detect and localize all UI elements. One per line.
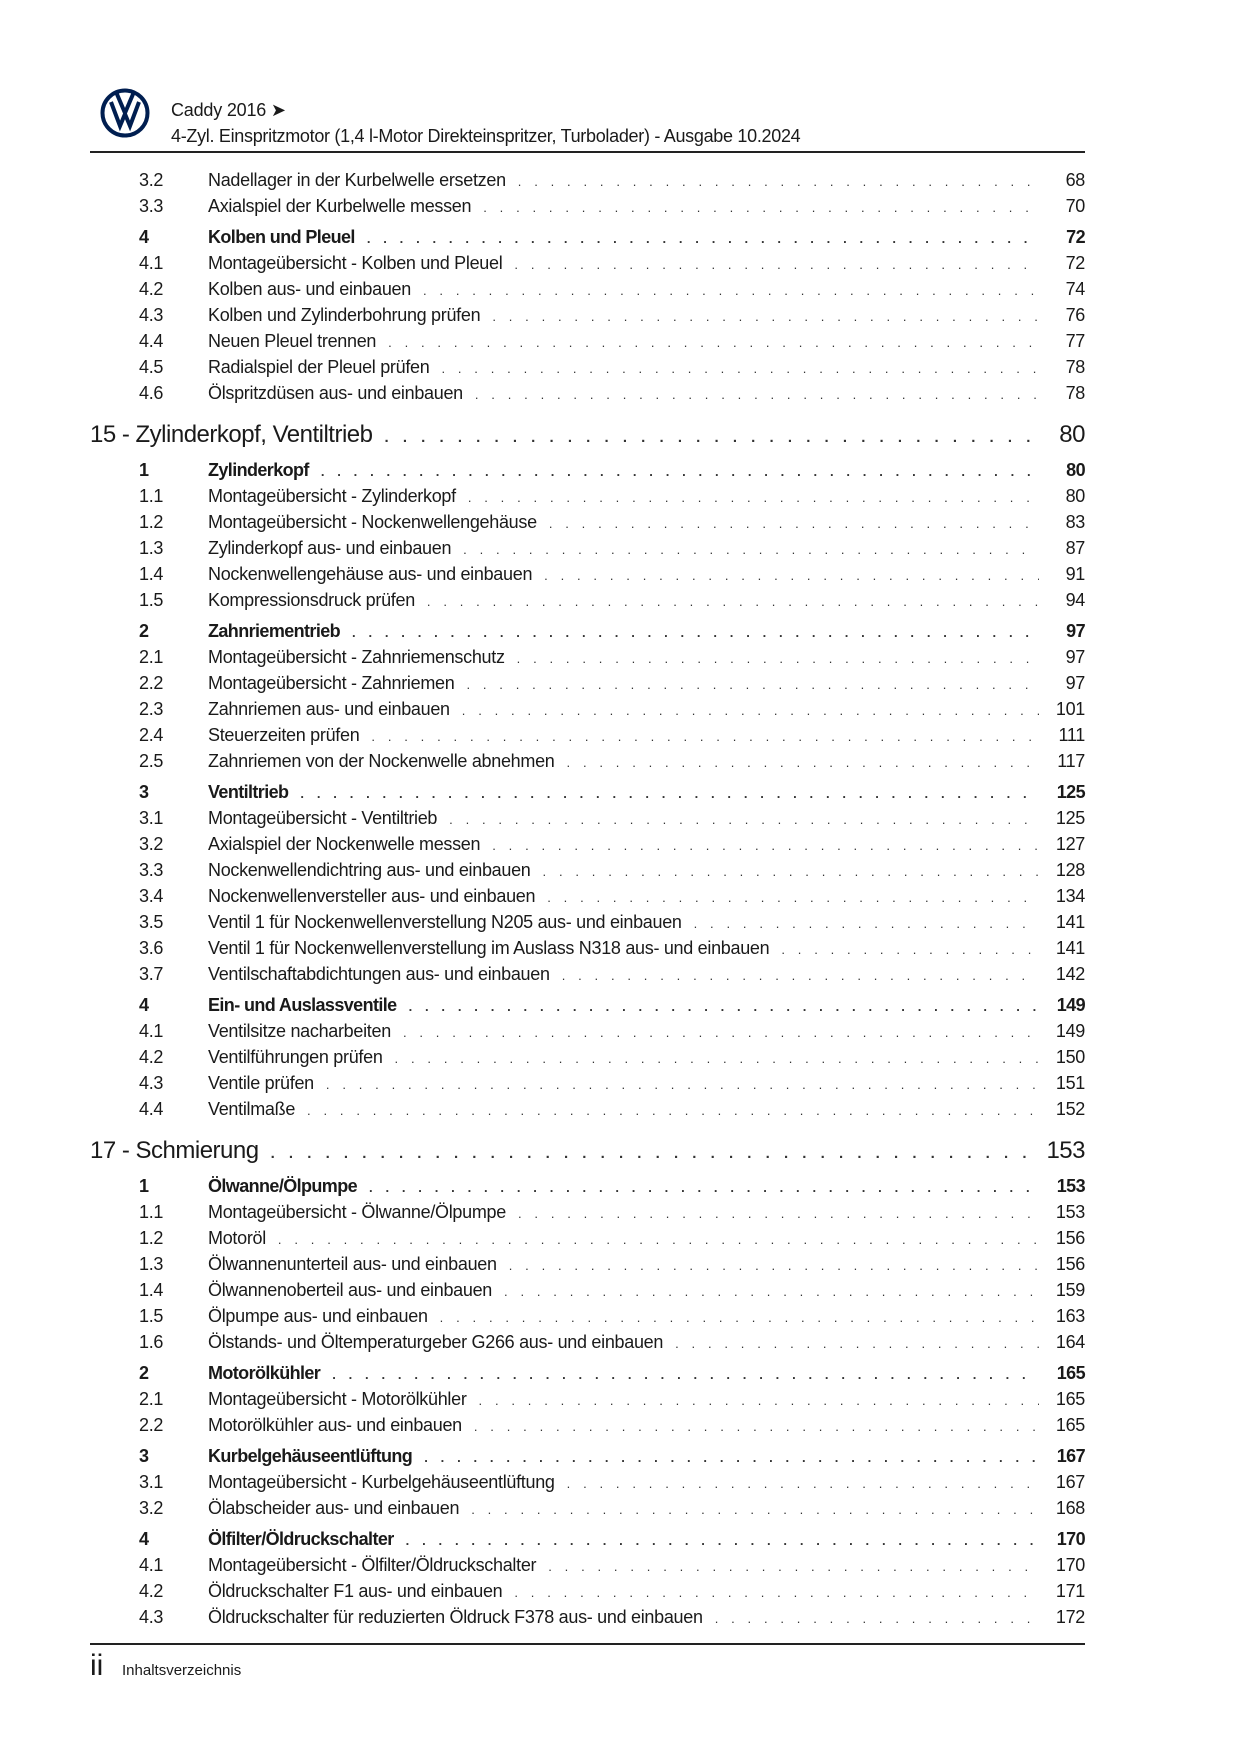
toc-page-number[interactable]: 72 — [1066, 227, 1085, 247]
toc-entry-row[interactable] — [90, 253, 1085, 279]
toc-entry-row[interactable] — [90, 699, 1085, 725]
toc-section-row[interactable] — [90, 621, 1085, 647]
dot-leader — [518, 1206, 1039, 1221]
toc-page-number[interactable]: 78 — [1065, 383, 1085, 403]
toc-entry-row[interactable] — [90, 1498, 1085, 1524]
header-divider — [90, 151, 1085, 153]
dot-leader — [475, 387, 1039, 402]
dot-leader — [326, 1077, 1039, 1092]
toc-section-row[interactable] — [90, 1363, 1085, 1389]
toc-title[interactable]: Ein- und Auslassventile — [208, 995, 397, 1015]
toc-page-number[interactable]: 142 — [1055, 964, 1085, 984]
toc-entry-row[interactable] — [90, 1047, 1085, 1073]
toc-number: 3.3 — [139, 196, 164, 216]
toc-page-number[interactable]: 68 — [1065, 170, 1085, 190]
toc-page-number[interactable]: 150 — [1055, 1047, 1085, 1067]
toc-entry-row[interactable] — [90, 1202, 1085, 1228]
toc-number: 4.3 — [139, 305, 164, 325]
dot-leader — [781, 942, 1039, 957]
dot-leader — [307, 1103, 1039, 1118]
toc-number: 4.6 — [139, 383, 164, 403]
toc-page-number[interactable]: 97 — [1066, 621, 1085, 641]
dot-leader — [423, 283, 1039, 298]
toc-title[interactable]: Axialspiel der Nockenwelle messen — [208, 834, 481, 854]
toc-number: 2 — [139, 621, 149, 641]
toc-section-row[interactable] — [90, 1529, 1085, 1555]
toc-entry-row[interactable] — [90, 751, 1085, 777]
dot-leader — [278, 1232, 1039, 1247]
toc-page-number[interactable]: 77 — [1065, 331, 1085, 351]
dot-leader — [694, 916, 1039, 931]
dot-leader — [409, 999, 1039, 1014]
toc-section-row[interactable] — [90, 460, 1085, 486]
toc-title[interactable]: Montageübersicht - Zahnriemen — [208, 673, 455, 693]
toc-page-number[interactable]: 72 — [1065, 253, 1085, 273]
dot-leader — [321, 464, 1039, 479]
dot-leader — [384, 429, 1039, 446]
toc-number: 2.2 — [139, 1415, 164, 1435]
toc-number: 3.2 — [139, 834, 164, 854]
toc-page-number[interactable]: 156 — [1055, 1254, 1085, 1274]
dot-leader — [406, 1533, 1039, 1548]
dot-leader — [514, 257, 1039, 272]
toc-title[interactable]: Axialspiel der Kurbelwelle messen — [208, 196, 472, 216]
toc-title[interactable]: Motoröl — [208, 1228, 266, 1248]
dot-leader — [424, 1450, 1039, 1465]
toc-number: 1.6 — [139, 1332, 164, 1352]
toc-entry-row[interactable] — [90, 1389, 1085, 1415]
dot-leader — [518, 174, 1039, 189]
toc-title[interactable]: Montageübersicht - Zylinderkopf — [208, 486, 456, 506]
toc-number: 2.2 — [139, 673, 164, 693]
toc-number: 4.1 — [139, 1555, 164, 1575]
dot-leader — [547, 890, 1039, 905]
toc-number: 3.4 — [139, 886, 164, 906]
toc-title[interactable]: Steuerzeiten prüfen — [208, 725, 360, 745]
toc-title[interactable]: Kompressionsdruck prüfen — [208, 590, 415, 610]
toc-page-number[interactable]: 167 — [1055, 1472, 1085, 1492]
dot-leader — [567, 1476, 1039, 1491]
toc-page-number[interactable]: 153 — [1056, 1176, 1085, 1196]
toc-title[interactable]: Nadellager in der Kurbelwelle ersetzen — [208, 170, 506, 190]
toc-number: 1.2 — [139, 1228, 164, 1248]
toc-entry-row[interactable] — [90, 331, 1085, 357]
toc-page-number[interactable]: 91 — [1065, 564, 1085, 584]
toc-number: 4.4 — [139, 331, 164, 351]
toc-number: 4 — [139, 227, 149, 247]
toc-title[interactable]: Montageübersicht - Nockenwellengehäuse — [208, 512, 537, 532]
toc-page-number[interactable]: 70 — [1065, 196, 1085, 216]
toc-number: 3.2 — [139, 170, 164, 190]
toc-page-number[interactable]: 97 — [1065, 673, 1085, 693]
toc-page-number[interactable]: 94 — [1065, 590, 1085, 610]
toc-page-number[interactable]: 76 — [1065, 305, 1085, 325]
toc-title[interactable]: Montageübersicht - Ölwanne/Ölpumpe — [208, 1202, 506, 1222]
header-subtitle: 4-Zyl. Einspritzmotor (1,4 l-Motor Direkteinspritzer, Turbolader) - Ausgabe 10.2024 — [171, 126, 801, 146]
toc-number: 3.1 — [139, 1472, 164, 1492]
toc-title[interactable]: Montageübersicht - Ventiltrieb — [208, 808, 438, 828]
toc-page-number[interactable]: 149 — [1056, 995, 1085, 1015]
toc-page-number[interactable]: 163 — [1055, 1306, 1085, 1326]
toc-title[interactable]: Montageübersicht - Ölfilter/Öldruckschalter — [208, 1555, 537, 1575]
dot-leader — [517, 651, 1039, 666]
toc-title[interactable]: Motorölkühler aus- und einbauen — [208, 1415, 462, 1435]
dot-leader — [492, 309, 1039, 324]
toc-number: 1.1 — [139, 1202, 164, 1222]
toc-title[interactable]: Ölwannenunterteil aus- und einbauen — [208, 1254, 497, 1274]
toc-title[interactable]: Motorölkühler — [208, 1363, 321, 1383]
toc-entry-row[interactable] — [90, 1472, 1085, 1498]
toc-number: 1.3 — [139, 1254, 164, 1274]
toc-title[interactable]: Ventile prüfen — [208, 1073, 314, 1093]
toc-chapter-row[interactable] — [90, 1137, 1085, 1171]
toc-number: 1.4 — [139, 564, 164, 584]
toc-title[interactable]: Nockenwellenversteller aus- und einbauen — [208, 886, 536, 906]
toc-title[interactable]: Ölwanne/Ölpumpe — [208, 1176, 358, 1196]
dot-leader — [271, 1145, 1037, 1162]
toc-page-number[interactable]: 165 — [1055, 1415, 1085, 1435]
toc-entry-row[interactable] — [90, 1306, 1085, 1332]
toc-title[interactable]: 15 - Zylinderkopf, Ventiltrieb — [90, 421, 373, 448]
toc-page-number[interactable]: 127 — [1055, 834, 1085, 854]
toc-page-number[interactable]: 141 — [1055, 938, 1085, 958]
toc-number: 4.1 — [139, 253, 164, 273]
dot-leader — [352, 625, 1039, 640]
dot-leader — [462, 703, 1039, 718]
toc-entry-row[interactable] — [90, 170, 1085, 196]
toc-page-number[interactable]: 153 — [1055, 1202, 1085, 1222]
toc-entry-row[interactable] — [90, 673, 1085, 699]
toc-page-number[interactable]: 117 — [1057, 751, 1085, 771]
toc-title[interactable]: Ölabscheider aus- und einbauen — [208, 1498, 460, 1518]
toc-number: 1.5 — [139, 1306, 164, 1326]
dot-leader — [468, 490, 1039, 505]
toc-page-number[interactable]: 128 — [1055, 860, 1085, 880]
toc-page-number[interactable]: 159 — [1055, 1280, 1085, 1300]
toc-page-number[interactable]: 87 — [1065, 538, 1085, 558]
toc-section-row[interactable] — [90, 995, 1085, 1021]
toc-page-number[interactable]: 165 — [1055, 1389, 1085, 1409]
dot-leader — [543, 864, 1039, 879]
toc-entry-row[interactable] — [90, 1415, 1085, 1441]
page-header — [90, 86, 1085, 152]
toc-title[interactable]: Öldruckschalter für reduzierten Öldruck F378 aus- und einbauen — [208, 1607, 703, 1627]
toc-number: 2.3 — [139, 699, 164, 719]
toc-number: 1.3 — [139, 538, 164, 558]
toc-title[interactable]: Ventil 1 für Nockenwellenverstellung im Auslass N318 aus- und einbauen — [208, 938, 770, 958]
toc-page-number[interactable]: 156 — [1055, 1228, 1085, 1248]
toc-entry-row[interactable] — [90, 725, 1085, 751]
toc-page-number[interactable]: 125 — [1055, 808, 1085, 828]
toc-number: 1 — [139, 1176, 149, 1196]
dot-leader — [483, 200, 1039, 215]
toc-section-row[interactable] — [90, 782, 1085, 808]
toc-page-number[interactable]: 80 — [1066, 460, 1085, 480]
toc-section-row[interactable] — [90, 1446, 1085, 1472]
toc-title[interactable]: Zahnriemen von der Nockenwelle abnehmen — [208, 751, 555, 771]
toc-entry-row[interactable] — [90, 357, 1085, 383]
dot-leader — [492, 838, 1039, 853]
toc-number: 3.5 — [139, 912, 164, 932]
toc-entry-row[interactable] — [90, 860, 1085, 886]
toc-title[interactable]: Ölpumpe aus- und einbauen — [208, 1306, 428, 1326]
toc-title[interactable]: Zylinderkopf aus- und einbauen — [208, 538, 452, 558]
toc-entry-row[interactable] — [90, 590, 1085, 616]
toc-entry-row[interactable] — [90, 964, 1085, 990]
toc-number: 4.5 — [139, 357, 164, 377]
toc-title[interactable]: Ölspritzdüsen aus- und einbauen — [208, 383, 463, 403]
toc-entry-row[interactable] — [90, 538, 1085, 564]
toc-number: 4 — [139, 995, 149, 1015]
toc-number: 2.1 — [139, 647, 164, 667]
toc-entry-row[interactable] — [90, 512, 1085, 538]
toc-page-number[interactable]: 149 — [1055, 1021, 1085, 1041]
toc-page-number[interactable]: 170 — [1056, 1529, 1085, 1549]
toc-number: 3.1 — [139, 808, 164, 828]
dot-leader — [715, 1611, 1039, 1626]
toc-title[interactable]: Nockenwellendichtring aus- und einbauen — [208, 860, 531, 880]
dot-leader — [466, 677, 1039, 692]
toc-number: 1.5 — [139, 590, 164, 610]
toc-entry-row[interactable] — [90, 1099, 1085, 1125]
toc-title[interactable]: Ventilmaße — [208, 1099, 296, 1119]
toc-number: 1 — [139, 460, 149, 480]
toc-title[interactable]: Zylinderkopf — [208, 460, 309, 480]
dot-leader — [441, 361, 1039, 376]
dot-leader — [562, 968, 1039, 983]
dot-leader — [675, 1336, 1039, 1351]
vw-logo-icon — [100, 88, 150, 138]
toc-entry-row[interactable] — [90, 1021, 1085, 1047]
toc-entry-row[interactable] — [90, 383, 1085, 409]
toc-number: 3 — [139, 782, 149, 802]
toc-entry-row[interactable] — [90, 1332, 1085, 1358]
toc-entry-row[interactable] — [90, 1607, 1085, 1633]
toc-page-number[interactable]: 151 — [1055, 1073, 1085, 1093]
toc-title[interactable]: Öldruckschalter F1 aus- und einbauen — [208, 1581, 503, 1601]
toc-entry-row[interactable] — [90, 1581, 1085, 1607]
toc-page-number[interactable]: 134 — [1055, 886, 1085, 906]
toc-number: 2.5 — [139, 751, 164, 771]
toc-page-number[interactable]: 80 — [1065, 486, 1085, 506]
toc-entry-row[interactable] — [90, 1280, 1085, 1306]
toc-number: 1.1 — [139, 486, 164, 506]
toc-page-number[interactable]: 97 — [1065, 647, 1085, 667]
toc-entry-row[interactable] — [90, 1254, 1085, 1280]
toc-number: 2.1 — [139, 1389, 164, 1409]
toc-title[interactable]: Ölwannenoberteil aus- und einbauen — [208, 1280, 493, 1300]
toc-title[interactable]: Nockenwellengehäuse aus- und einbauen — [208, 564, 533, 584]
toc-number: 4.1 — [139, 1021, 164, 1041]
dot-leader — [449, 812, 1039, 827]
toc-page-number[interactable]: 78 — [1065, 357, 1085, 377]
dot-leader — [300, 786, 1039, 801]
toc-entry-row[interactable] — [90, 1555, 1085, 1581]
toc-page-number[interactable]: 125 — [1056, 782, 1085, 802]
toc-title[interactable]: Montageübersicht - Kurbelgehäuseentlüftung — [208, 1472, 555, 1492]
toc-number: 4 — [139, 1529, 149, 1549]
toc-page-number[interactable]: 152 — [1055, 1099, 1085, 1119]
toc-title[interactable]: Neuen Pleuel trennen — [208, 331, 377, 351]
toc-title[interactable]: Zahnriementrieb — [208, 621, 341, 641]
toc-number: 4.4 — [139, 1099, 164, 1119]
dot-leader — [403, 1025, 1039, 1040]
toc-title[interactable]: Kurbelgehäuseentlüftung — [208, 1446, 413, 1466]
dot-leader — [463, 542, 1039, 557]
toc-section-row[interactable] — [90, 1176, 1085, 1202]
dot-leader — [549, 516, 1039, 531]
toc-title[interactable]: Ventilschaftabdichtungen aus- und einbauen — [208, 964, 550, 984]
toc-entry-row[interactable] — [90, 886, 1085, 912]
dot-leader — [471, 1502, 1039, 1517]
toc-page-number[interactable]: 170 — [1055, 1555, 1085, 1575]
toc-title[interactable]: Kolben und Pleuel — [208, 227, 355, 247]
toc-title[interactable]: Ventilführungen prüfen — [208, 1047, 383, 1067]
toc-entry-row[interactable] — [90, 647, 1085, 673]
dot-leader — [548, 1559, 1039, 1574]
toc-number: 4.3 — [139, 1073, 164, 1093]
toc-entry-row[interactable] — [90, 938, 1085, 964]
toc-number: 3.2 — [139, 1498, 164, 1518]
toc-number: 1.4 — [139, 1280, 164, 1300]
dot-leader — [440, 1310, 1039, 1325]
header-model: Caddy 2016 ➤ — [171, 100, 286, 120]
dot-leader — [388, 335, 1039, 350]
dot-leader — [427, 594, 1039, 609]
toc-page-number[interactable]: 171 — [1055, 1581, 1085, 1601]
footer-page-number: ii — [90, 1649, 104, 1682]
toc-page-number[interactable]: 80 — [1059, 421, 1085, 448]
toc-page-number[interactable]: 167 — [1056, 1446, 1085, 1466]
toc-title[interactable]: Ventiltrieb — [208, 782, 289, 802]
toc-title[interactable]: Montageübersicht - Motorölkühler — [208, 1389, 467, 1409]
toc-entry-row[interactable] — [90, 1228, 1085, 1254]
toc-number: 3 — [139, 1446, 149, 1466]
toc-title[interactable]: Kolben und Zylinderbohrung prüfen — [208, 305, 481, 325]
toc-page-number[interactable]: 153 — [1046, 1137, 1085, 1164]
toc-chapter-row[interactable] — [90, 421, 1085, 455]
dot-leader — [474, 1419, 1039, 1434]
table-of-contents — [90, 170, 1085, 1633]
footer-label: Inhaltsverzeichnis — [122, 1662, 242, 1679]
dot-leader — [544, 568, 1039, 583]
toc-title[interactable]: Montageübersicht - Zahnriemenschutz — [208, 647, 505, 667]
toc-number: 2.4 — [139, 725, 164, 745]
dot-leader — [369, 1180, 1039, 1195]
toc-entry-row[interactable] — [90, 912, 1085, 938]
toc-page-number[interactable]: 74 — [1065, 279, 1085, 299]
toc-page-number[interactable]: 172 — [1055, 1607, 1085, 1627]
toc-title[interactable]: Zahnriemen aus- und einbauen — [208, 699, 450, 719]
dot-leader — [395, 1051, 1039, 1066]
toc-page-number[interactable]: 111 — [1058, 725, 1085, 745]
toc-title[interactable]: Ventilsitze nacharbeiten — [208, 1021, 391, 1041]
dot-leader — [504, 1284, 1039, 1299]
toc-entry-row[interactable] — [90, 1073, 1085, 1099]
dot-leader — [514, 1585, 1039, 1600]
toc-entry-row[interactable] — [90, 834, 1085, 860]
toc-page-number[interactable]: 165 — [1056, 1363, 1085, 1383]
toc-number: 2 — [139, 1363, 149, 1383]
toc-number: 3.3 — [139, 860, 164, 880]
toc-title[interactable]: Ölstands- und Öltemperaturgeber G266 aus- und einbauen — [208, 1332, 664, 1352]
dot-leader — [332, 1367, 1039, 1382]
toc-entry-row[interactable] — [90, 305, 1085, 331]
toc-title[interactable]: Ölfilter/Öldruckschalter — [208, 1529, 394, 1549]
dot-leader — [567, 755, 1039, 770]
toc-number: 4.2 — [139, 279, 164, 299]
toc-number: 3.7 — [139, 964, 164, 984]
dot-leader — [371, 729, 1039, 744]
toc-page-number[interactable]: 101 — [1055, 699, 1085, 719]
toc-entry-row[interactable] — [90, 196, 1085, 222]
toc-page-number[interactable]: 164 — [1055, 1332, 1085, 1352]
toc-title[interactable]: 17 - Schmierung — [90, 1137, 259, 1164]
toc-number: 1.2 — [139, 512, 164, 532]
toc-number: 3.6 — [139, 938, 164, 958]
toc-number: 4.2 — [139, 1581, 164, 1601]
toc-number: 4.2 — [139, 1047, 164, 1067]
toc-title[interactable]: Montageübersicht - Kolben und Pleuel — [208, 253, 503, 273]
toc-title[interactable]: Ventil 1 für Nockenwellenverstellung N205 aus- und einbauen — [208, 912, 682, 932]
toc-page-number[interactable]: 83 — [1065, 512, 1085, 532]
dot-leader — [479, 1393, 1039, 1408]
toc-page-number[interactable]: 141 — [1055, 912, 1085, 932]
toc-number: 4.3 — [139, 1607, 164, 1627]
footer-divider — [90, 1643, 1085, 1645]
toc-entry-row[interactable] — [90, 279, 1085, 305]
toc-entry-row[interactable] — [90, 486, 1085, 512]
toc-entry-row[interactable] — [90, 564, 1085, 590]
toc-page-number[interactable]: 168 — [1055, 1498, 1085, 1518]
toc-section-row[interactable] — [90, 227, 1085, 253]
toc-title[interactable]: Kolben aus- und einbauen — [208, 279, 411, 299]
dot-leader — [367, 231, 1039, 246]
dot-leader — [509, 1258, 1039, 1273]
toc-title[interactable]: Radialspiel der Pleuel prüfen — [208, 357, 430, 377]
toc-entry-row[interactable] — [90, 808, 1085, 834]
